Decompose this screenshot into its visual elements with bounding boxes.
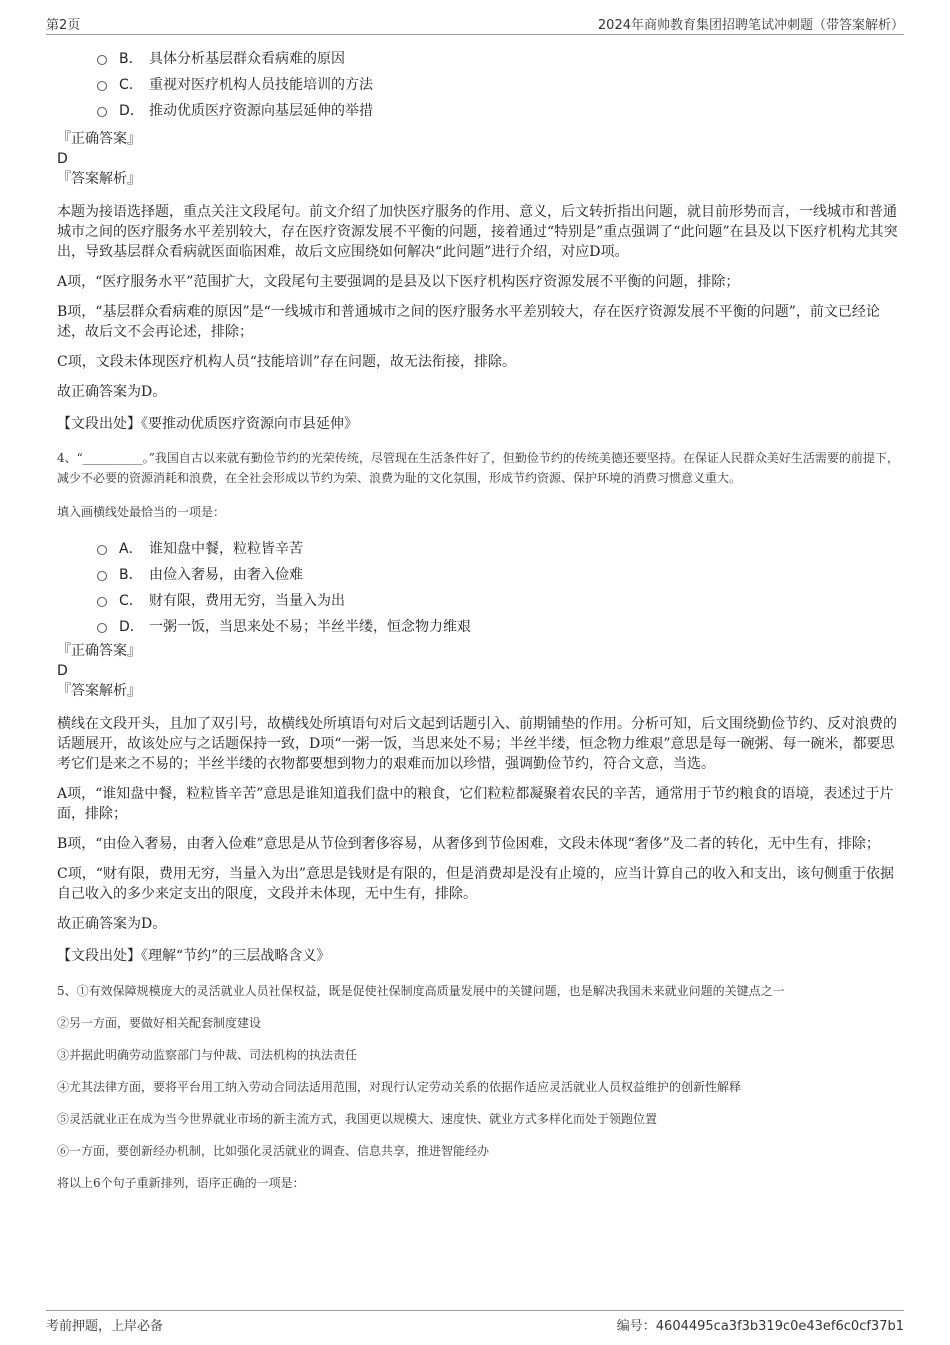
- q5-sentence: ③并据此明确劳动监察部门与仲裁、司法机构的执法责任: [57, 1048, 358, 1062]
- q4-source: 【文段出处】《理解“节约”的三层战略含义》: [57, 948, 331, 964]
- document-title: 2024年商帅教育集团招聘笔试冲刺题（带答案解析）: [597, 18, 904, 33]
- q4-option-a[interactable]: A． 谁知盘中餐，粒粒皆辛苦: [97, 536, 904, 562]
- q4-stem: 4、“__________。”我国自古以来就有勤俭节约的光荣传统，尽管现在生活条件好了，但勤俭节约的传统美德还要坚持。在保证人民群众美好生活需要的前提下，减少不必要的资源消耗和浪费，在全社会形成以节约为荣、浪费为耻的文化氛围，形成节约资源、保护环境的消费习惯意义重大。: [57, 451, 899, 485]
- q4-analysis-paragraph: 故正确答案为D。: [57, 916, 167, 932]
- q3-option-b[interactable]: B． 具体分析基层群众看病难的原因: [97, 46, 904, 72]
- radio-icon[interactable]: [97, 623, 107, 633]
- radio-icon[interactable]: [97, 571, 107, 581]
- q4-blank: __________: [82, 451, 143, 465]
- q4-options: [97, 536, 904, 640]
- q3-analysis-paragraph: B项，“基层群众看病难的原因”是“一线城市和普通城市之间的医疗服务水平差别较大，存在医疗资源发展不平衡的问题”，前文已经论述，故后文不会再论述，排除；: [57, 304, 880, 340]
- radio-icon[interactable]: [97, 597, 107, 607]
- q4-prompt: 填入画横线处最恰当的一项是：: [57, 505, 226, 519]
- q4-answer: D: [57, 663, 68, 679]
- q4-analysis-paragraph: B项，“由俭入奢易，由奢入俭难”意思是从节俭到奢侈容易，从奢侈到节俭困难，文段未体现“奢侈”及二者的转化，无中生有，排除；: [57, 836, 880, 852]
- q3-source: 【文段出处】《要推动优质医疗资源向市县延伸》: [57, 416, 358, 432]
- q4-answer-label: 『正确答案』: [57, 643, 141, 659]
- q3-analysis-paragraph: A项，“医疗服务水平”范围扩大，文段尾句主要强调的是县及以下医疗机构医疗资源发展不平衡的问题，排除；: [57, 274, 740, 290]
- document-code: 编号：4604495ca3f3b319c0e43ef6c0cf37b1: [616, 1319, 904, 1334]
- q4-analysis-paragraph: 横线在文段开头，且加了双引号，故横线处所填语句对后文起到话题引入、前期铺垫的作用。分析可知，后文围绕勤俭节约、反对浪费的话题展开，故该处应与之话题保持一致，D项“一粥一饭，当思来处不易；半丝半缕，恒念物力维艰”意思是每一碗粥、每一碗米，都要思考它们是来之不易的；半丝半缕的衣物都要想到物力的艰难而加以珍惜，强调勤俭节约，符合文意，当选。: [57, 716, 897, 772]
- q5-sentence: ④尤其法律方面，要将平台用工纳入劳动合同法适用范围，对现行认定劳动关系的依据作适应灵活就业人员权益维护的创新性解释: [57, 1080, 742, 1094]
- page-footer: [46, 1310, 904, 1335]
- radio-icon[interactable]: [97, 545, 107, 555]
- q3-analysis-paragraph: 故正确答案为D。: [57, 384, 167, 400]
- radio-icon[interactable]: [97, 107, 107, 117]
- page-header: [46, 12, 904, 35]
- radio-icon[interactable]: [97, 55, 107, 65]
- page-content: [57, 46, 904, 1192]
- q3-analysis-paragraph: C项，文段未体现医疗机构人员“技能培训”存在问题，故无法衔接，排除。: [57, 354, 517, 370]
- q4-option-b[interactable]: B． 由俭入奢易，由奢入俭难: [97, 562, 904, 588]
- q4-analysis-label: 『答案解析』: [57, 683, 141, 699]
- q5-sentence: ②另一方面，要做好相关配套制度建设: [57, 1016, 262, 1030]
- q5-sentence: ⑤灵活就业正在成为当今世界就业市场的新主流方式，我国更以规模大、速度快、就业方式多样化而处于领跑位置: [57, 1112, 658, 1126]
- q4-analysis-paragraph: A项，“谁知盘中餐，粒粒皆辛苦”意思是谁知道我们盘中的粮食，它们粒粒都凝聚着农民的辛苦，通常用于节约粮食的语境，表述过于片面，排除；: [57, 786, 894, 822]
- footer-slogan: 考前押题，上岸必备: [46, 1319, 164, 1334]
- q3-options: [97, 46, 904, 124]
- q3-answer-label: 『正确答案』: [57, 131, 141, 147]
- q3-analysis-paragraph: 本题为接语选择题，重点关注文段尾句。前文介绍了加快医疗服务的作用、意义，后文转折指出问题，就目前形势而言，一线城市和普通城市之间的医疗服务水平差别较大，存在医疗资源发展不平衡的问题，接着通过“特别是”重点强调了“此问题”在县及以下医疗机构尤其突出，导致基层群众看病就医面临困难，故后文应围绕如何解决“此问题”进行介绍，对应D项。: [57, 204, 898, 260]
- q5-sentence: 5、①有效保障规模庞大的灵活就业人员社保权益，既是促使社保制度高质量发展中的关键问题，也是解决我国未来就业问题的关键点之一: [57, 984, 785, 998]
- q3-answer: D: [57, 151, 68, 167]
- q4-option-d[interactable]: D． 一粥一饭，当思来处不易；半丝半缕，恒念物力维艰: [97, 614, 904, 640]
- q3-option-d[interactable]: D． 推动优质医疗资源向基层延伸的举措: [97, 98, 904, 124]
- q4-analysis-paragraph: C项，“财有限，费用无穷，当量入为出”意思是钱财是有限的，但是消费却是没有止境的，应当计算自己的收入和支出，该句侧重于依据自己收入的多少来定支出的限度，文段并未体现，无中生有，排除。: [57, 866, 895, 902]
- q4-option-c[interactable]: C． 财有限，费用无穷，当量入为出: [97, 588, 904, 614]
- q3-option-c[interactable]: C． 重视对医疗机构人员技能培训的方法: [97, 72, 904, 98]
- page-number: 第2页: [46, 18, 81, 33]
- q5-sentence: ⑥一方面，要创新经办机制，比如强化灵活就业的调查、信息共享，推进智能经办: [57, 1144, 490, 1158]
- q5-prompt: 将以上6个句子重新排列，语序正确的一项是：: [57, 1176, 305, 1190]
- radio-icon[interactable]: [97, 81, 107, 91]
- q3-analysis-label: 『答案解析』: [57, 171, 141, 187]
